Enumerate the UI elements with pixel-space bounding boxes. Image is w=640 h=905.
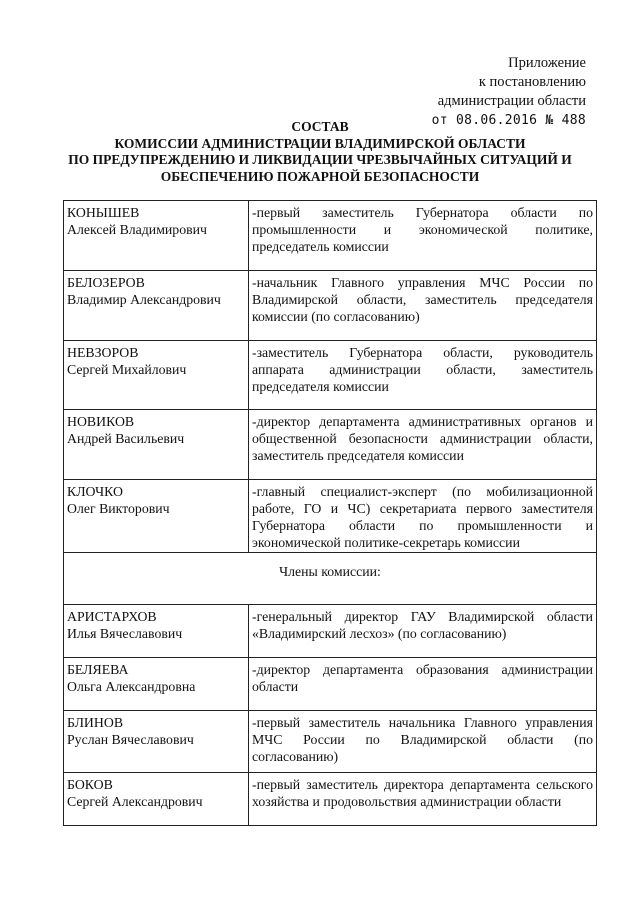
title-line-2: КОМИССИИ АДМИНИСТРАЦИИ ВЛАДИМИРСКОЙ ОБЛАСТИ — [114, 135, 526, 151]
person-surname: БЛИНОВ — [67, 715, 124, 730]
roster-row — [64, 480, 597, 553]
person-surname: КОНЫШЕВ — [67, 205, 140, 220]
document-title — [0, 119, 640, 185]
person-surname: НЕВЗОРОВ — [67, 345, 139, 360]
members-heading-row — [64, 553, 597, 605]
title-line-4: ОБЕСПЕЧЕНИЮ ПОЖАРНОЙ БЕЗОПАСНОСТИ — [160, 168, 480, 184]
person-surname: БЕЛОЗЕРОВ — [67, 275, 145, 290]
person-given-names: Алексей Владимирович — [67, 222, 207, 237]
roster-row — [64, 773, 597, 826]
appendix-line-3: администрации области — [437, 93, 586, 109]
person-given-names: Олег Викторович — [67, 501, 170, 516]
person-name-cell — [64, 410, 249, 480]
person-surname: КЛОЧКО — [67, 484, 123, 499]
roster-row — [64, 201, 597, 271]
person-given-names: Ольга Александровна — [67, 679, 196, 694]
person-role: -первый заместитель директора департамента сельского хозяйства и продовольствия администрации области — [249, 773, 597, 826]
person-given-names: Илья Вячеславович — [67, 626, 183, 641]
person-name-cell — [64, 201, 249, 271]
person-name-cell — [64, 773, 249, 826]
title-line-3: ПО ПРЕДУПРЕЖДЕНИЮ И ЛИКВИДАЦИИ ЧРЕЗВЫЧАЙНЫХ СИТУАЦИЙ И — [68, 152, 572, 167]
person-name-cell — [64, 711, 249, 773]
roster-row — [64, 410, 597, 480]
title-line-1: СОСТАВ — [291, 119, 349, 134]
appendix-line-1: Приложение — [508, 55, 586, 71]
person-name-cell — [64, 605, 249, 658]
person-role: -заместитель Губернатора области, руководитель аппарата администрации области, заместитель председателя комиссии — [249, 341, 597, 410]
person-role: -главный специалист-эксперт (по мобилизационной работе, ГО и ЧС) секретариата первого заместителя Губернатора области по промышленности и экономической политике-секретарь комиссии — [249, 480, 597, 553]
person-role: -первый заместитель начальника Главного управления МЧС России по Владимирской области (по согласованию) — [249, 711, 597, 773]
appendix-date-line: от 08.06.2016 № 488 — [431, 113, 586, 128]
person-name-cell — [64, 658, 249, 711]
roster-row — [64, 605, 597, 658]
roster-row — [64, 271, 597, 341]
roster-row — [64, 341, 597, 410]
person-surname: АРИСТАРХОВ — [67, 609, 157, 624]
person-surname: БОКОВ — [67, 777, 113, 792]
person-name-cell — [64, 271, 249, 341]
person-given-names: Сергей Михайлович — [67, 362, 187, 377]
person-role: -начальник Главного управления МЧС России по Владимирской области, заместитель председателя комиссии (по согласованию) — [249, 271, 597, 341]
person-role: -директор департамента административных органов и общественной безопасности администрации области, заместитель председателя комиссии — [249, 410, 597, 480]
person-role: -директор департамента образования администрации области — [249, 658, 597, 711]
person-name-cell — [64, 341, 249, 410]
roster-row — [64, 658, 597, 711]
person-surname: БЕЛЯЕВА — [67, 662, 129, 677]
person-given-names: Андрей Васильевич — [67, 431, 185, 446]
person-given-names: Руслан Вячеславович — [67, 732, 194, 747]
person-role: -генеральный директор ГАУ Владимирской области «Владимирский лесхоз» (по согласованию) — [249, 605, 597, 658]
roster-body — [64, 201, 597, 826]
appendix-line-2: к постановлению — [478, 74, 586, 90]
roster-row — [64, 711, 597, 773]
person-surname: НОВИКОВ — [67, 414, 135, 429]
person-name-cell — [64, 480, 249, 553]
person-given-names: Сергей Александрович — [67, 794, 203, 809]
person-role: -первый заместитель Губернатора области по промышленности и экономической политике, председатель комиссии — [249, 201, 597, 271]
commission-roster-table — [63, 200, 597, 826]
person-given-names: Владимир Александрович — [67, 292, 221, 307]
members-heading: Члены комиссии: — [64, 553, 597, 605]
